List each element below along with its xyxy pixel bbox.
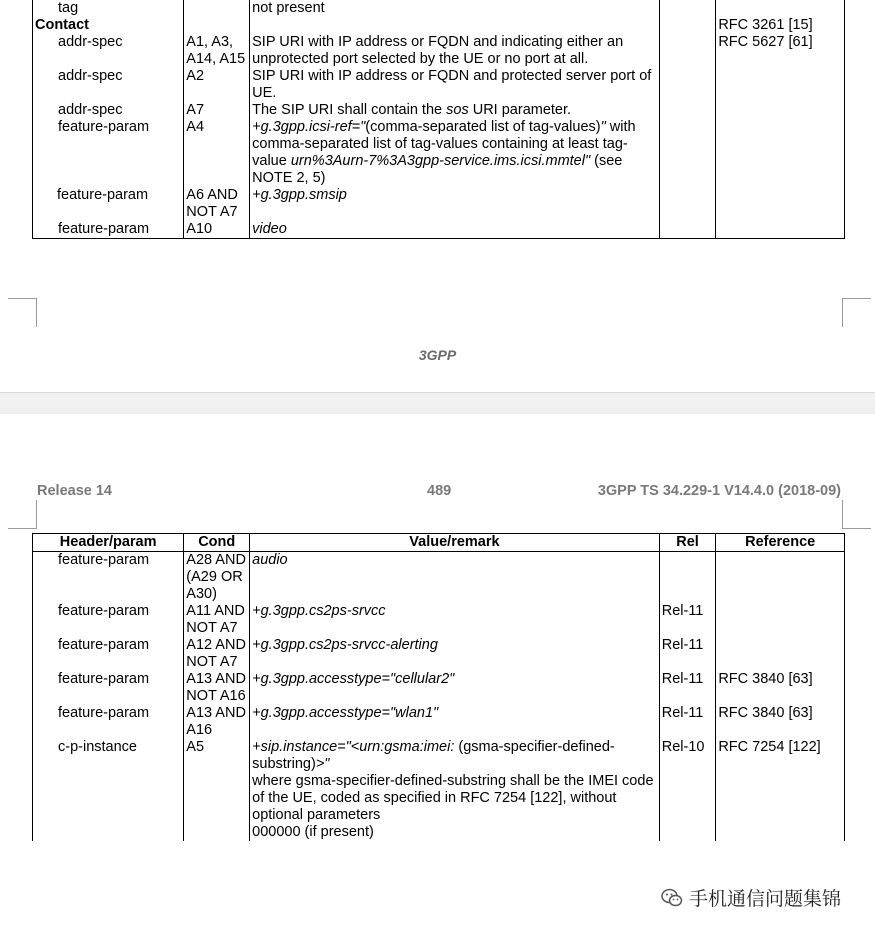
cell-reference xyxy=(716,68,845,102)
cell-header-param: addr-spec xyxy=(33,68,184,102)
cell-rel xyxy=(659,552,716,604)
cell-cond: A13 AND A16 xyxy=(184,705,250,739)
cell-rel: Rel-11 xyxy=(659,705,716,739)
table-row xyxy=(33,824,845,841)
header-spec-id: 3GPP TS 34.229-1 V14.4.0 (2018-09) xyxy=(597,483,841,499)
cell-reference: RFC 3840 [63] xyxy=(716,705,845,739)
cell-value: The SIP URI shall contain the sos URI parameter. xyxy=(250,102,660,119)
cell-cond xyxy=(184,0,250,17)
page-corner-mark xyxy=(8,500,37,529)
cell-reference xyxy=(716,603,845,637)
column-header: Value/remark xyxy=(250,534,660,552)
column-header: Rel xyxy=(659,534,716,552)
cell-rel: Rel-10 xyxy=(659,739,716,824)
cell-reference xyxy=(716,552,845,604)
cell-header-param: c-p-instance xyxy=(33,739,184,824)
cell-rel xyxy=(659,187,716,221)
page-corner-mark xyxy=(842,298,871,327)
cell-header-param: addr-spec xyxy=(33,34,184,68)
cell-reference: RFC 3840 [63] xyxy=(716,671,845,705)
cell-reference: RFC 3261 [15] xyxy=(716,17,845,34)
cell-cond: A1, A3, A14, A15 xyxy=(184,34,250,68)
cell-header-param: feature-param xyxy=(33,221,184,239)
cell-rel: Rel-11 xyxy=(659,671,716,705)
cell-cond: A10 xyxy=(184,221,250,239)
page-corner-mark xyxy=(8,298,37,327)
cell-rel xyxy=(659,102,716,119)
table-row xyxy=(33,603,845,637)
cell-rel xyxy=(659,34,716,68)
cell-value: video xyxy=(250,221,660,239)
cell-cond: A7 xyxy=(184,102,250,119)
table-row xyxy=(33,0,845,17)
table-continued xyxy=(32,0,845,239)
cell-rel xyxy=(659,17,716,34)
cell-value: +g.3gpp.cs2ps-srvcc xyxy=(250,603,660,637)
page-corner-mark xyxy=(842,500,871,529)
cell-rel: Rel-11 xyxy=(659,637,716,671)
cell-reference xyxy=(716,119,845,187)
cell-rel xyxy=(659,824,716,841)
table-row xyxy=(33,187,845,221)
cell-value: +g.3gpp.cs2ps-srvcc-alerting xyxy=(250,637,660,671)
cell-cond: A6 AND NOT A7 xyxy=(184,187,250,221)
table-row xyxy=(33,739,845,824)
table-row xyxy=(33,552,845,604)
cell-reference: RFC 7254 [122] xyxy=(716,739,845,824)
cell-reference xyxy=(716,187,845,221)
table-row xyxy=(33,17,845,34)
table-row xyxy=(33,221,845,239)
cell-header-param: feature-param xyxy=(33,187,184,221)
cell-header-param: feature-param xyxy=(33,671,184,705)
page-footer: 3GPP xyxy=(418,347,457,363)
cell-value: SIP URI with IP address or FQDN and indicating either an unprotected port selected by the UE or no port at all. xyxy=(250,34,660,68)
cell-reference: RFC 5627 [61] xyxy=(716,34,845,68)
table-row xyxy=(33,119,845,187)
cell-value: not present xyxy=(250,0,660,17)
cell-cond xyxy=(184,824,250,841)
cell-reference xyxy=(716,221,845,239)
cell-value: +g.3gpp.smsip xyxy=(250,187,660,221)
cell-reference xyxy=(716,102,845,119)
page-top xyxy=(0,0,875,392)
cell-cond: A5 xyxy=(184,739,250,824)
column-header: Reference xyxy=(716,534,845,552)
header-page-number: 489 xyxy=(427,483,452,499)
cell-rel xyxy=(659,119,716,187)
cell-value: +g.3gpp.icsi-ref="(comma-separated list of tag-values)" with comma-separated list of tag-values containing at least tag-value urn%3Aurn-7%3A3gpp-service.ims.icsi.mmtel" (see NOTE 2, 5) xyxy=(250,119,660,187)
cell-cond: A11 AND NOT A7 xyxy=(184,603,250,637)
table-row xyxy=(33,705,845,739)
cell-cond: A13 AND NOT A16 xyxy=(184,671,250,705)
table-row xyxy=(33,671,845,705)
column-header: Header/param xyxy=(33,534,184,552)
cell-value xyxy=(250,17,660,34)
cell-rel: Rel-11 xyxy=(659,603,716,637)
cell-reference xyxy=(716,637,845,671)
table-header-row xyxy=(33,534,845,552)
table-row xyxy=(33,637,845,671)
cell-header-param: Contact xyxy=(33,17,184,34)
table-row xyxy=(33,102,845,119)
cell-cond: A28 AND (A29 OR A30) xyxy=(184,552,250,604)
table-main xyxy=(32,533,845,841)
cell-header-param: tag xyxy=(33,0,184,17)
cell-header-param: feature-param xyxy=(33,705,184,739)
cell-value: 000000 (if present) xyxy=(250,824,660,841)
watermark-text: 手机通信问题集锦 xyxy=(688,888,841,910)
cell-reference xyxy=(716,0,845,17)
cell-header-param xyxy=(33,824,184,841)
cell-reference xyxy=(716,824,845,841)
cell-value: +sip.instance="<urn:gsma:imei: (gsma-specifier-defined-substring)>" where gsma-specifier-defined-substring shall be the IMEI code of the UE, coded as specified in RFC 7254 [122], without optional parameters xyxy=(250,739,660,824)
cell-cond xyxy=(184,17,250,34)
cell-header-param: feature-param xyxy=(33,119,184,187)
table-row xyxy=(33,34,845,68)
cell-value: audio xyxy=(250,552,660,604)
cell-value: SIP URI with IP address or FQDN and protected server port of UE. xyxy=(250,68,660,102)
cell-value: +g.3gpp.accesstype="cellular2" xyxy=(250,671,660,705)
cell-header-param: feature-param xyxy=(33,637,184,671)
header-release: Release 14 xyxy=(37,483,112,499)
cell-cond: A4 xyxy=(184,119,250,187)
cell-cond: A12 AND NOT A7 xyxy=(184,637,250,671)
cell-header-param: addr-spec xyxy=(33,102,184,119)
cell-rel xyxy=(659,221,716,239)
cell-header-param: feature-param xyxy=(33,552,184,604)
cell-value: +g.3gpp.accesstype="wlan1" xyxy=(250,705,660,739)
cell-cond: A2 xyxy=(184,68,250,102)
cell-rel xyxy=(659,68,716,102)
table-row xyxy=(33,68,845,102)
cell-rel xyxy=(659,0,716,17)
watermark xyxy=(657,882,845,913)
wechat-icon xyxy=(661,888,683,908)
page-separator xyxy=(0,392,875,416)
cell-header-param: feature-param xyxy=(33,603,184,637)
column-header: Cond xyxy=(184,534,250,552)
page-bottom xyxy=(0,414,875,937)
